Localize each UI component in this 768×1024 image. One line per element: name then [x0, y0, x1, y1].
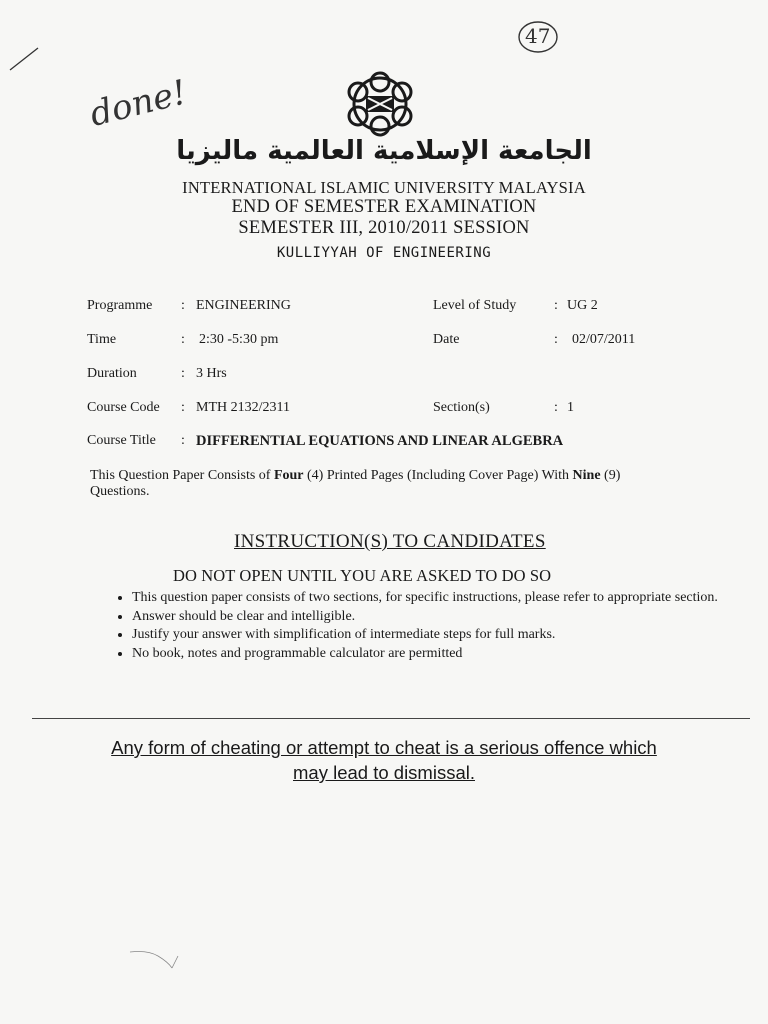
instruction-item: • Justify your answer with simplification of intermediate steps for full marks. [132, 627, 732, 644]
course-code-colon: : [181, 400, 185, 415]
duration-label: Duration [87, 366, 137, 381]
session-title: SEMESTER III, 2010/2011 SESSION [238, 218, 530, 238]
paper-info [90, 468, 710, 500]
paper-info-part2: (4) Printed Pages (Including Cover Page) With [303, 468, 573, 483]
section-value: 1 [567, 400, 574, 415]
paper-info-line2: Questions. [90, 484, 150, 499]
handwritten-page-mark [516, 18, 556, 52]
handwritten-done-note: done! [86, 72, 191, 135]
divider-line [32, 718, 750, 719]
paper-info-nine: Nine [572, 468, 601, 483]
paper-info-line1 [90, 468, 710, 484]
paper-info-four: Four [273, 468, 304, 483]
course-code-label: Course Code [87, 400, 160, 415]
course-title-label: Course Title [87, 433, 156, 448]
do-not-open-notice: DO NOT OPEN UNTIL YOU ARE ASKED TO DO SO [173, 566, 552, 585]
instruction-item: • This question paper consists of two sections, for specific instructions, please refer to appropriate section. [132, 590, 732, 607]
instructions-list [100, 590, 732, 664]
course-title-value: DIFFERENTIAL EQUATIONS AND LINEAR ALGEBRA [196, 433, 564, 449]
pen-stroke-mark [8, 44, 44, 74]
level-label: Level of Study [433, 298, 517, 313]
duration-value: 3 Hrs [196, 366, 227, 381]
level-colon: : [554, 298, 558, 313]
instruction-item: • Answer should be clear and intelligible. [132, 609, 732, 626]
warning-line2: may lead to dismissal. [293, 762, 475, 783]
time-label: Time [87, 332, 117, 347]
time-value: 2:30 -5:30 pm [199, 332, 279, 347]
date-label: Date [433, 332, 460, 347]
programme-colon: : [181, 298, 185, 313]
paper-info-part1: This Question Paper Consists of [90, 468, 274, 483]
paper-info-part3: (9) [600, 468, 621, 483]
instruction-item: • No book, notes and programmable calculator are permitted [132, 646, 732, 663]
arabic-university-name: الجامعة الإسلامية العالمية ماليزيا [176, 136, 592, 166]
section-label: Section(s) [433, 400, 490, 415]
university-logo-icon [330, 70, 430, 138]
section-colon: : [554, 400, 558, 415]
instructions-heading: INSTRUCTION(S) TO CANDIDATES [234, 531, 546, 552]
course-code-value: MTH 2132/2311 [196, 400, 290, 415]
date-colon: : [554, 332, 558, 347]
cheating-warning [0, 735, 768, 785]
warning-line1: Any form of cheating or attempt to cheat is a serious offence which [111, 737, 657, 758]
programme-label: Programme [87, 298, 153, 313]
kulliyyah-title: KULLIYYAH OF ENGINEERING [276, 245, 492, 261]
programme-value: ENGINEERING [196, 298, 291, 313]
date-value: 02/07/2011 [572, 332, 636, 347]
university-name: INTERNATIONAL ISLAMIC UNIVERSITY MALAYSIA [182, 178, 586, 197]
exam-title: END OF SEMESTER EXAMINATION [231, 197, 537, 217]
scan-mark [128, 948, 188, 972]
duration-colon: : [181, 366, 185, 381]
course-title-colon: : [181, 433, 185, 448]
level-value: UG 2 [567, 298, 598, 313]
time-colon: : [181, 332, 185, 347]
page-mark-number: 47 [525, 24, 551, 48]
